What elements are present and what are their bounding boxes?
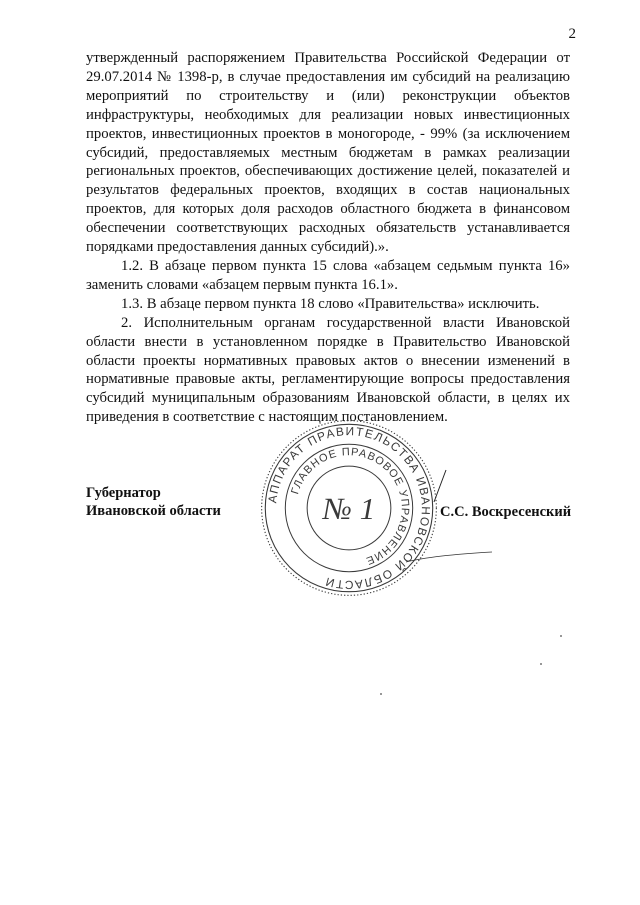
- signatory-name: С.С. Воскресенский: [440, 504, 572, 520]
- paragraph-continuation: утвержденный распоряжением Правительства Российской Федерации от 29.07.2014 № 1398-р, в случае предоставления им субсидий на реализацию мероприятий по строительству и (или) реконструкции объектов инфраструктуры, необходимых для реализации новых инвестиционных проектов, инвестиционных проектов в моногороде, - 99% (за исключением субсидий, предоставляемых местным бюджетам в рамках реализации региональных проектов, обеспечивающих достижение целей, показателей и результатов федеральных проектов, входящих в состав национальных проектов, для которых доля расходов областного бюджета в финансовом обеспечении соответствующих расходных обязательств устанавливается порядками предоставления данных субсидий).».: [86, 50, 570, 256]
- scan-speck: [380, 693, 382, 695]
- paragraph-item-1-3: 1.3. В абзаце первом пункта 18 слово «Правительства» исключить.: [121, 295, 540, 312]
- page-number: 2: [568, 26, 576, 42]
- document-body: [86, 49, 570, 427]
- scan-speck: [560, 635, 562, 637]
- signatory-title: Губернатор: [86, 485, 161, 501]
- paragraph-item-2: 2. Исполнительным органам государственной власти Ивановской области внести в установленном порядке в Правительство Ивановской области проекты нормативных правовых актов о внесении изменений в нормативные правовые акты, регламентирующие вопросы предоставления субсидий муниципальным образованиям Ивановской области, в целях их приведения в соответствие с настоящим постановлением.: [86, 314, 570, 426]
- stamp-center-number: № 1: [322, 490, 376, 526]
- stamp-inner-text: ГЛАВНОЕ ПРАВОВОЕ УПРАВЛЕНИЕ: [289, 446, 411, 567]
- paragraph-item-1-2: 1.2. В абзаце первом пункта 15 слова «абзацем седьмым пункта 16» заменить словами «абзацем первым пункта 16.1».: [86, 257, 570, 293]
- stamp-outer-text: АППАРАТ ПРАВИТЕЛЬСТВА ИВАНОВСКОЙ ОБЛАСТИ: [265, 424, 433, 592]
- signatory-position: [86, 484, 221, 520]
- signatory-region: Ивановской области: [86, 503, 221, 519]
- scan-speck: [540, 663, 542, 665]
- handwritten-signature: [396, 462, 496, 582]
